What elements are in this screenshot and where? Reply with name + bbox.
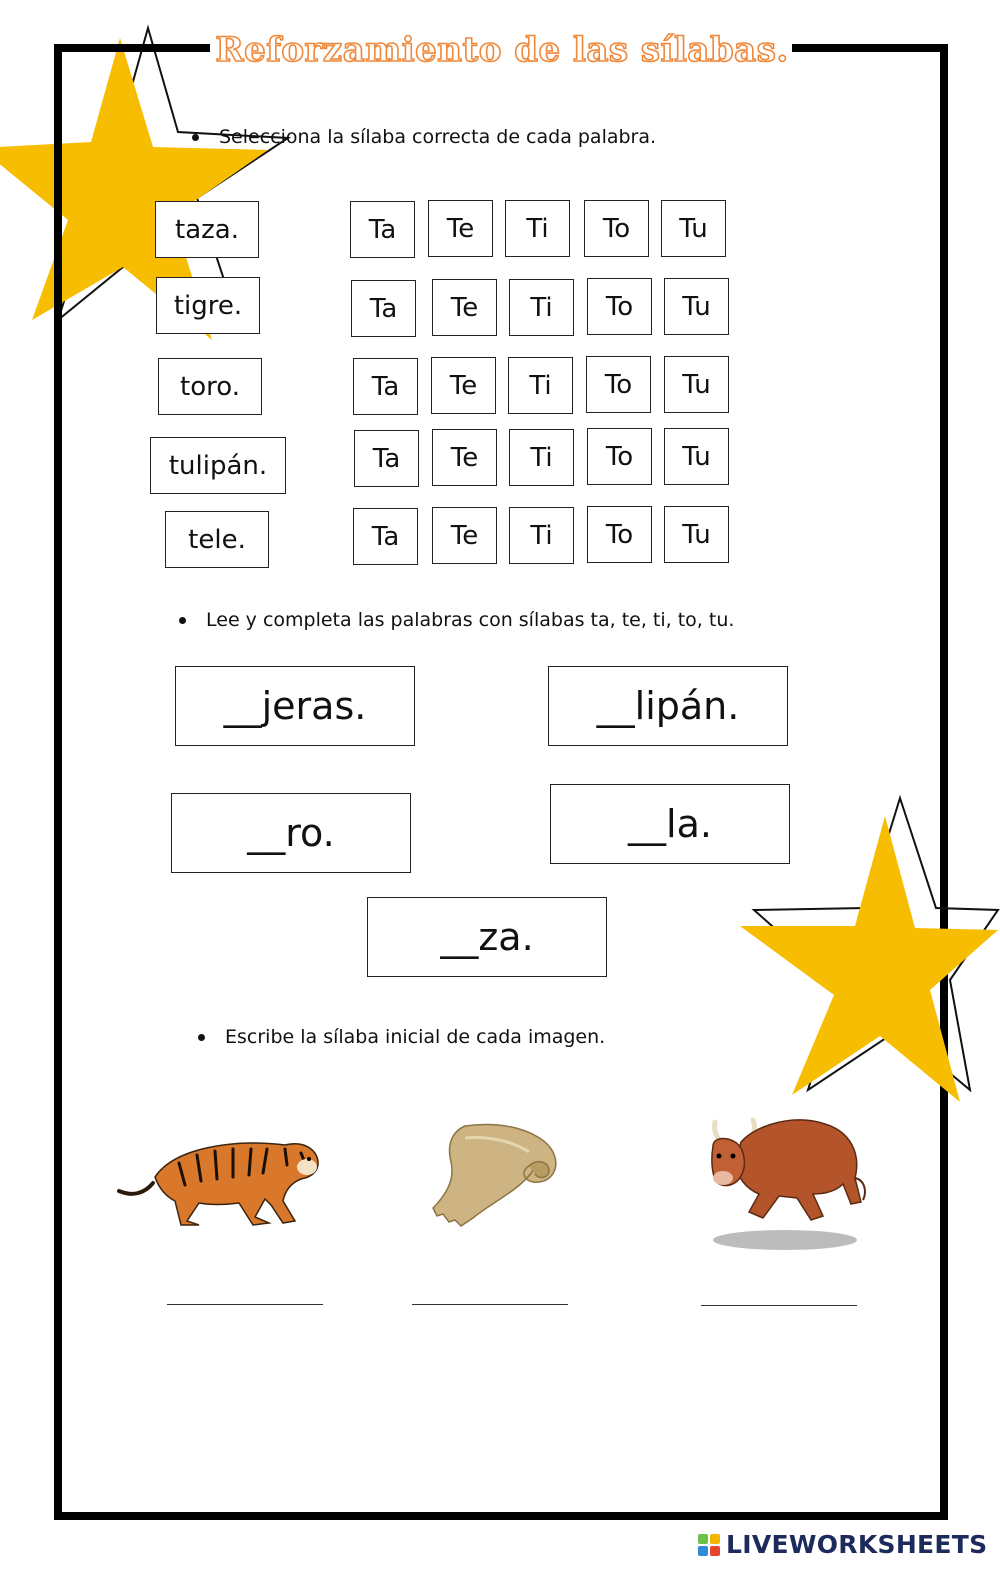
logo-icon	[698, 1534, 720, 1556]
brand-name: LIVEWORKSHEETS	[726, 1530, 988, 1559]
syllable-option-te[interactable]: Te	[432, 429, 497, 486]
syllable-option-ti[interactable]: Ti	[509, 279, 574, 336]
decorative-star-right	[730, 790, 1000, 1110]
syllable-option-tu[interactable]: Tu	[664, 356, 729, 413]
frame-top-right	[792, 44, 948, 52]
scroll-paper-image	[425, 1118, 575, 1233]
frame-right	[940, 44, 948, 1520]
liveworksheets-logo	[698, 1530, 987, 1559]
instruction-complete-words	[179, 609, 734, 631]
fill-blank-taza[interactable]: __za.	[367, 897, 607, 977]
instruction-initial-syllable	[198, 1026, 605, 1048]
syllable-option-te[interactable]: Te	[432, 507, 497, 564]
syllable-option-tu[interactable]: Tu	[664, 278, 729, 335]
syllable-option-ti[interactable]: Ti	[505, 200, 570, 257]
page-title: Reforzamiento de las sílabas.	[212, 24, 792, 76]
bullet-dot	[198, 1034, 205, 1041]
syllable-option-ti[interactable]: Ti	[508, 357, 573, 414]
instruction-text: Lee y completa las palabras con sílabas ta, te, ti, to, tu.	[206, 609, 735, 631]
instruction-text: Selecciona la sílaba correcta de cada palabra.	[219, 126, 657, 148]
syllable-option-to[interactable]: To	[587, 278, 652, 335]
tiger-image	[115, 1125, 335, 1230]
syllable-option-tu[interactable]: Tu	[661, 200, 726, 257]
syllable-option-to[interactable]: To	[587, 506, 652, 563]
syllable-option-ti[interactable]: Ti	[509, 507, 574, 564]
answer-line-scroll[interactable]	[412, 1304, 568, 1305]
answer-line-bull[interactable]	[701, 1305, 857, 1306]
syllable-option-to[interactable]: To	[584, 200, 649, 257]
bullet-dot	[192, 134, 199, 141]
word-tigre: tigre.	[156, 277, 260, 334]
syllable-option-ta[interactable]: Ta	[353, 508, 418, 565]
syllable-option-ta[interactable]: Ta	[350, 201, 415, 258]
syllable-option-ti[interactable]: Ti	[509, 429, 574, 486]
syllable-option-ta[interactable]: Ta	[353, 358, 418, 415]
syllable-option-tu[interactable]: Tu	[664, 506, 729, 563]
frame-top-left	[54, 44, 210, 52]
instruction-text: Escribe la sílaba inicial de cada imagen.	[225, 1026, 606, 1048]
frame-bottom	[54, 1512, 948, 1520]
fill-blank-tela[interactable]: __la.	[550, 784, 790, 864]
syllable-option-ta[interactable]: Ta	[354, 430, 419, 487]
word-tele: tele.	[165, 511, 269, 568]
fill-blank-tijeras[interactable]: __jeras.	[175, 666, 415, 746]
fill-blank-tulipan[interactable]: __lipán.	[548, 666, 788, 746]
word-tulipan: tulipán.	[150, 437, 286, 494]
bull-image	[705, 1108, 870, 1253]
syllable-option-tu[interactable]: Tu	[664, 428, 729, 485]
syllable-option-to[interactable]: To	[587, 428, 652, 485]
bullet-dot	[179, 617, 186, 624]
instruction-select-syllable	[192, 126, 656, 148]
syllable-option-ta[interactable]: Ta	[351, 280, 416, 337]
syllable-option-te[interactable]: Te	[432, 279, 497, 336]
syllable-option-to[interactable]: To	[586, 356, 651, 413]
frame-left	[54, 44, 62, 1520]
syllable-option-te[interactable]: Te	[431, 357, 496, 414]
syllable-option-te[interactable]: Te	[428, 200, 493, 257]
answer-line-tiger[interactable]	[167, 1304, 323, 1305]
word-taza: taza.	[155, 201, 259, 258]
word-toro: toro.	[158, 358, 262, 415]
fill-blank-toro[interactable]: __ro.	[171, 793, 411, 873]
